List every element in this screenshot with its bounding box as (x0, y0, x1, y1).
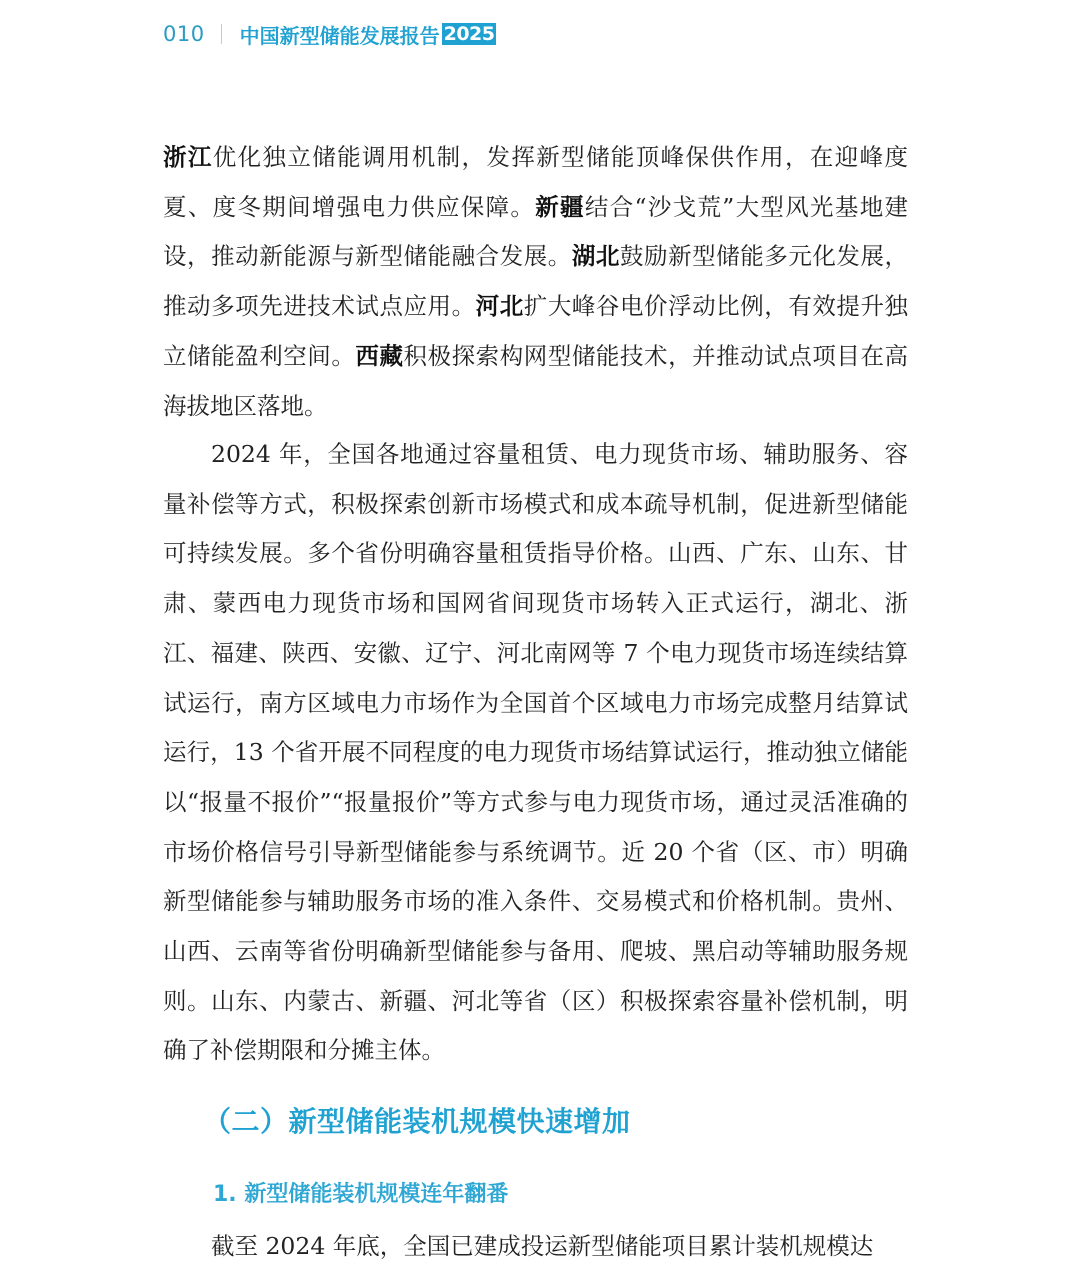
section-heading: （二）新型储能装机规模快速增加 (203, 1105, 631, 1138)
installed-capacity-paragraph (163, 1222, 908, 1272)
paragraph-text: 鼓励新型储能多元化发展，推动多项先进技术试点应用。 (163, 242, 909, 321)
paragraph-text: 截至 2024 年底，全国已建成投运新型储能项目累计装机规模达 (211, 1232, 874, 1260)
paragraph-text: 积极探索构网型储能技术，并推动试点项目在高海拔地区落地。 (163, 341, 909, 420)
page-number: 010 (163, 22, 205, 46)
report-title: 中国新型储能发展报告 (239, 23, 440, 48)
report-year-badge: 2025 (443, 23, 495, 45)
province-hebei: 河北 (475, 292, 524, 321)
header-divider (221, 24, 222, 44)
province-zhejiang: 浙江 (163, 143, 213, 171)
running-header (163, 20, 496, 48)
market-mechanism-paragraph (163, 430, 908, 1076)
provincial-policy-paragraph (163, 133, 908, 431)
paragraph-text: 扩大峰谷电价浮动比例，有效提升独立储能盈利空间。 (163, 292, 909, 370)
paragraph-text: 优化独立储能调用机制，发挥新型储能顶峰保供作用，在迎峰度夏、度冬期间增强电力供应保障。 (163, 143, 909, 221)
subsection-heading: 1. 新型储能装机规模连年翻番 (213, 1182, 509, 1207)
paragraph-text: 结合“沙戈荒”大型风光基地建设，推动新能源与新型储能融合发展。 (163, 192, 909, 271)
province-xizang: 西藏 (355, 341, 404, 370)
province-hubei: 湖北 (571, 242, 620, 271)
province-xinjiang: 新疆 (535, 192, 585, 221)
paragraph-text: 2024 年，全国各地通过容量租赁、电力现货市场、辅助服务、容量补偿等方式，积极探索创新市场模式和成本疏导机制，促进新型储能可持续发展。多个省份明确容量租赁指导价格。山西、广东、山东、甘肃、蒙西电力现货市场和国网省间现货市场转入正式运行，湖北、浙江、福建、陕西、安徽、辽宁、河北南网等 7 个电力现货市场连续结算试运行，南方区域电力市场作为全国首个区域电力市场完成整月结算试运行，13 个省开展不同程度的电力现货市场结算试运行，推动独立储能以“报量不报价”“报量报价”等方式参与电力现货市场，通过灵活准确的市场价格信号引导新型储能参与系统调节。近 20 个省（区、市）明确新型储能参与辅助服务市场的准入条件、交易模式和价格机制。贵州、山西、云南等省份明确新型储能参与备用、爬坡、黑启动等辅助服务规则。山东、内蒙古、新疆、河北等省（区）积极探索容量补偿机制，明确了补偿期限和分摊主体。 (163, 440, 908, 1065)
